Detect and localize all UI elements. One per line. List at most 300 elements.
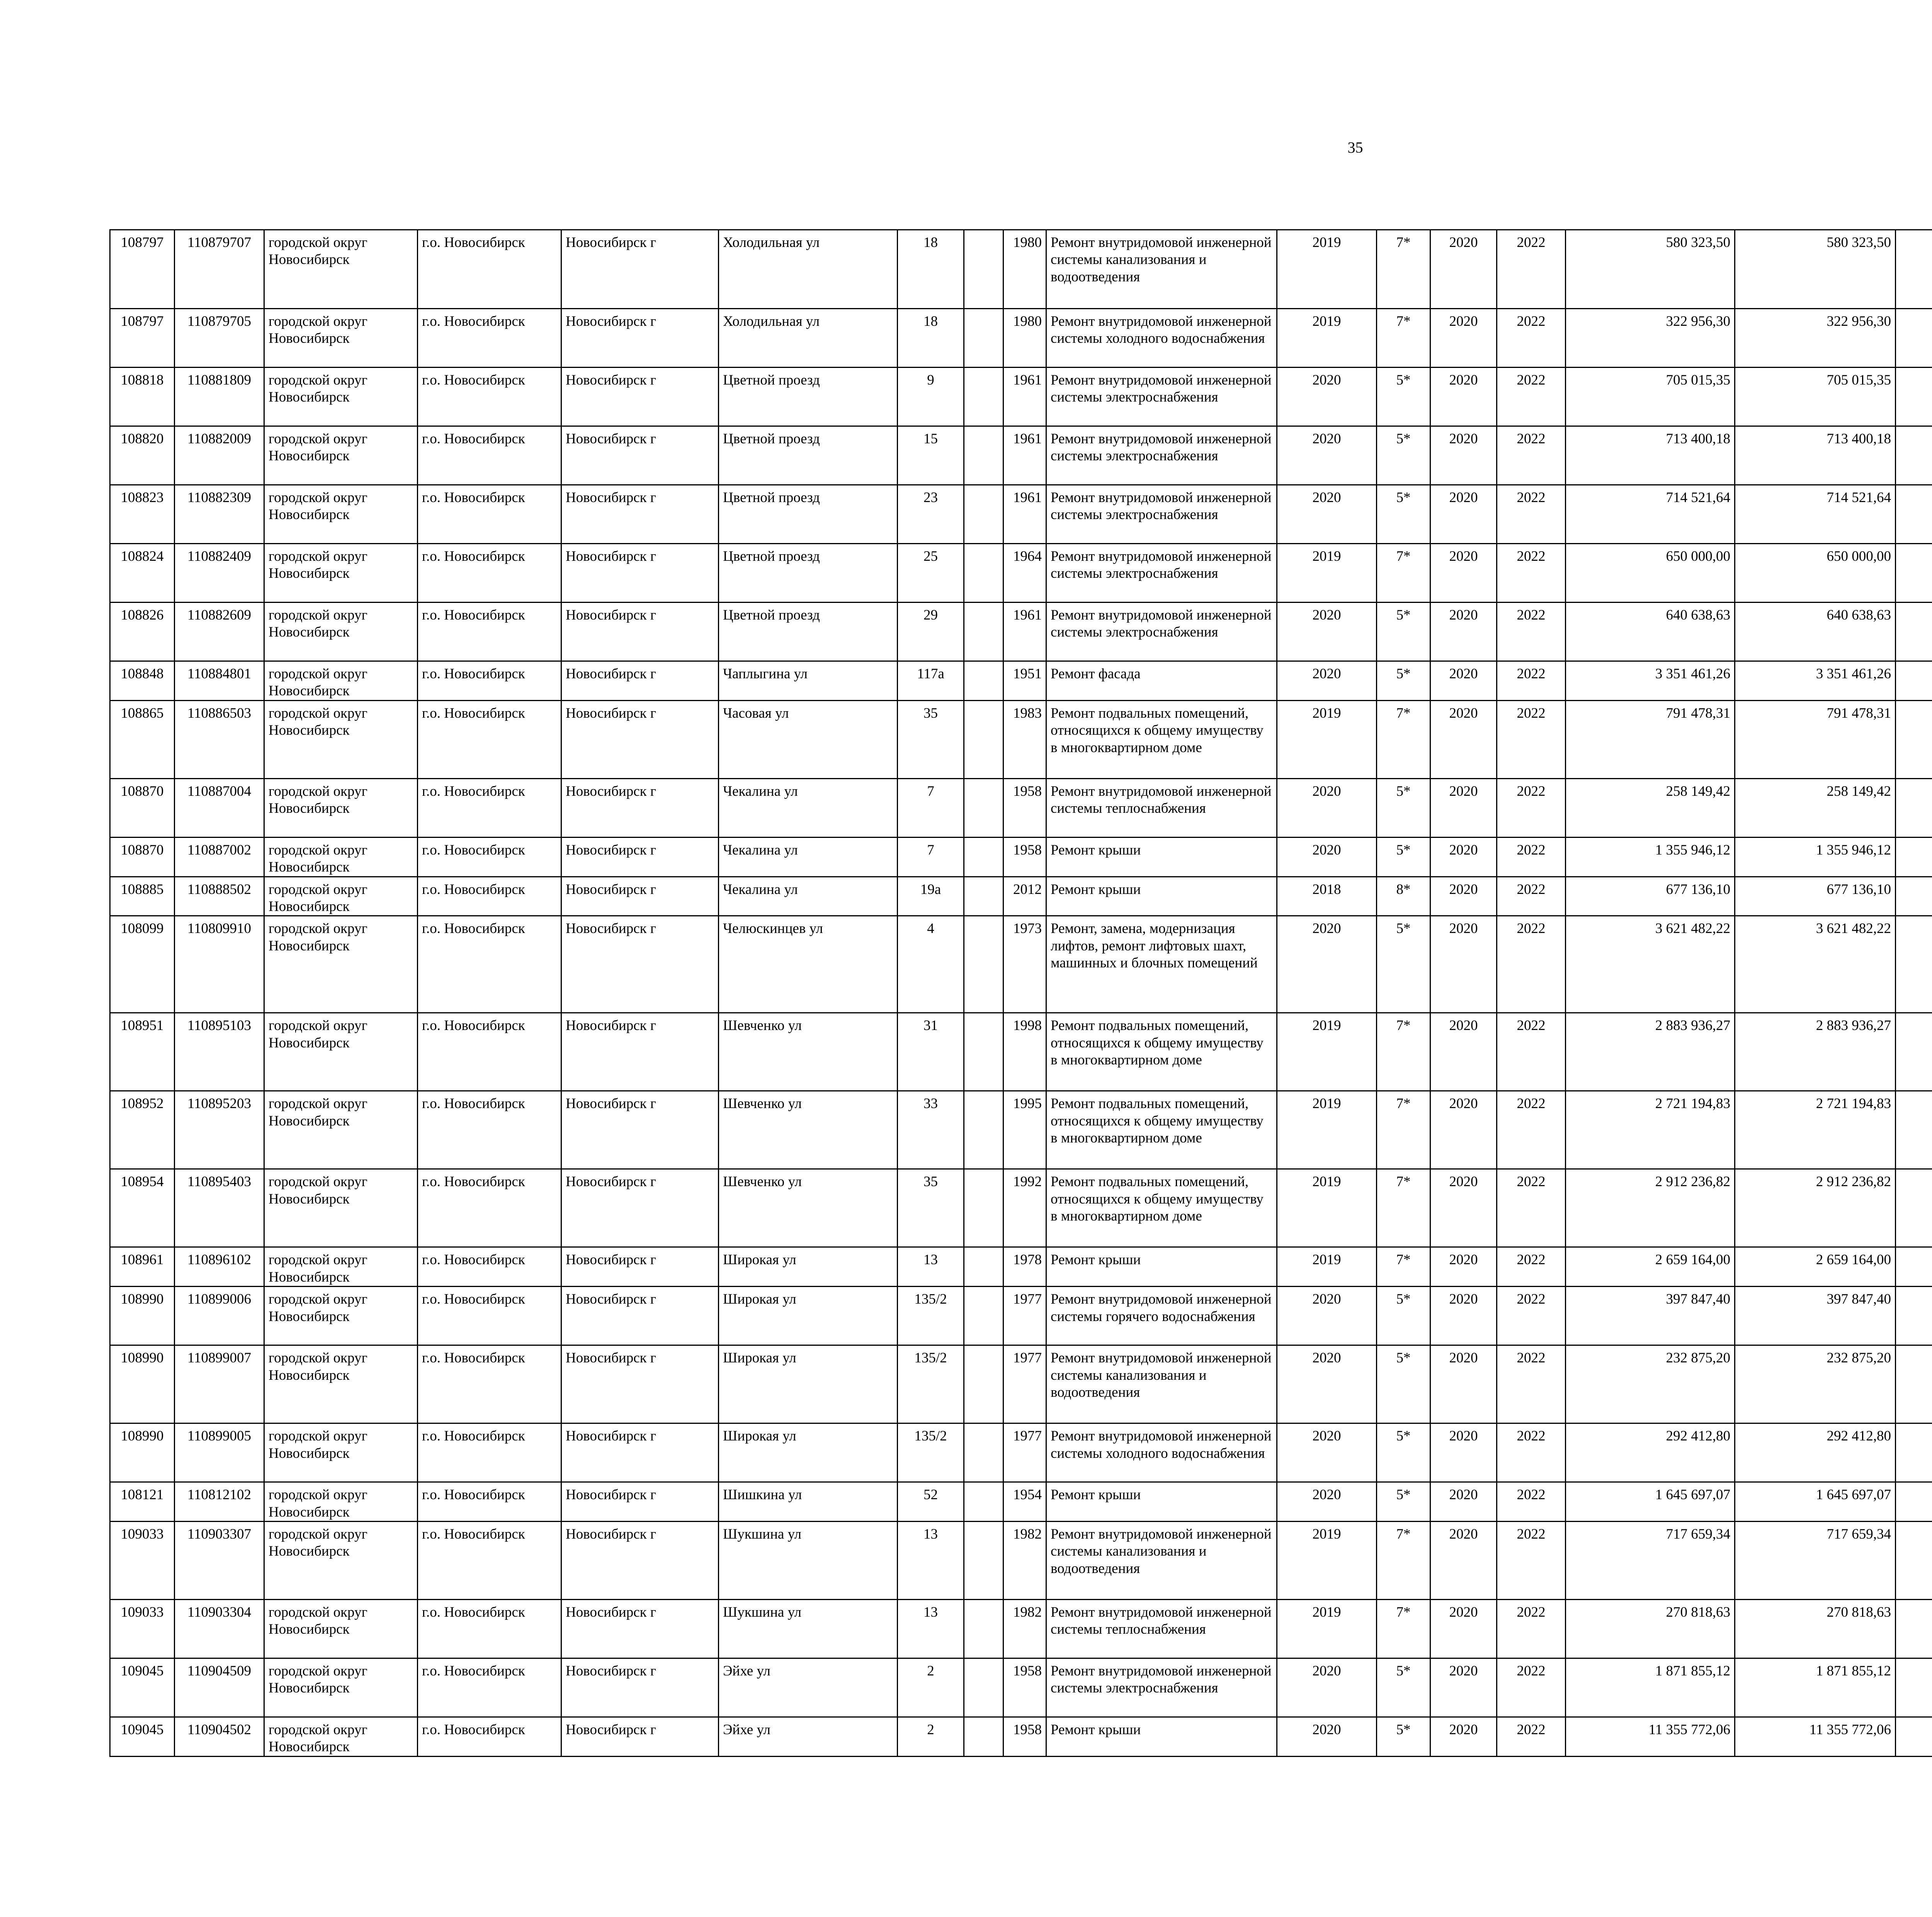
cell-note-code: 5* xyxy=(1377,837,1430,877)
cell-federal-cost xyxy=(1896,544,1932,603)
cell-fund-cost: 2 883 936,27 xyxy=(1735,1013,1896,1091)
cell-build-year: 1961 xyxy=(1003,426,1046,485)
cell-note-code: 7* xyxy=(1377,230,1430,309)
cell-work-code: 110879707 xyxy=(175,230,264,309)
cell-work-type: Ремонт крыши xyxy=(1046,1717,1277,1756)
cell-fund-cost: 713 400,18 xyxy=(1735,426,1896,485)
cell-district: г.о. Новосибирск xyxy=(418,1599,561,1658)
cell-note-code: 5* xyxy=(1377,916,1430,1013)
cell-work-code: 110884801 xyxy=(175,661,264,701)
cell-work-code: 110899006 xyxy=(175,1287,264,1345)
cell-fund-cost: 11 355 772,06 xyxy=(1735,1717,1896,1756)
cell-end-year: 2022 xyxy=(1497,877,1566,916)
cell-note-code: 7* xyxy=(1377,1599,1430,1658)
cell-federal-cost xyxy=(1896,1658,1932,1717)
cell-plan-year: 2019 xyxy=(1277,1599,1377,1658)
cell-note-code: 5* xyxy=(1377,1287,1430,1345)
cell-work-type: Ремонт подвальных помещений, относящихся к общему имуществу в многоквартирном доме xyxy=(1046,1013,1277,1091)
cell-work-code: 110903307 xyxy=(175,1521,264,1599)
cell-district: г.о. Новосибирск xyxy=(418,1717,561,1756)
table-row xyxy=(110,1521,1932,1599)
cell-region-code: 108990 xyxy=(110,1345,175,1423)
cell-federal-cost xyxy=(1896,1423,1932,1482)
cell-region-code: 108823 xyxy=(110,485,175,544)
table-row xyxy=(110,661,1932,701)
cell-locality: Новосибирск г xyxy=(561,1345,719,1423)
cell-municipality: городской округ Новосибирск xyxy=(264,1013,418,1091)
cell-house: 135/2 xyxy=(898,1287,964,1345)
cell-district: г.о. Новосибирск xyxy=(418,1247,561,1287)
cell-street: Холодильная ул xyxy=(719,230,898,309)
cell-region-code: 108990 xyxy=(110,1423,175,1482)
cell-house: 2 xyxy=(898,1717,964,1756)
cell-plan-year: 2020 xyxy=(1277,1287,1377,1345)
cell-house: 18 xyxy=(898,230,964,309)
cell-start-year: 2020 xyxy=(1430,661,1497,701)
cell-start-year: 2020 xyxy=(1430,1247,1497,1287)
cell-locality: Новосибирск г xyxy=(561,837,719,877)
cell-locality: Новосибирск г xyxy=(561,778,719,837)
cell-start-year: 2020 xyxy=(1430,877,1497,916)
cell-building xyxy=(964,877,1003,916)
cell-total-cost: 1 871 855,12 xyxy=(1566,1658,1735,1717)
cell-end-year: 2022 xyxy=(1497,1717,1566,1756)
cell-fund-cost: 397 847,40 xyxy=(1735,1287,1896,1345)
cell-district: г.о. Новосибирск xyxy=(418,485,561,544)
table-row xyxy=(110,778,1932,837)
cell-building xyxy=(964,426,1003,485)
cell-end-year: 2022 xyxy=(1497,1287,1566,1345)
cell-federal-cost xyxy=(1896,1013,1932,1091)
cell-work-type: Ремонт внутридомовой инженерной системы электроснабжения xyxy=(1046,544,1277,603)
cell-start-year: 2020 xyxy=(1430,1521,1497,1599)
cell-start-year: 2020 xyxy=(1430,309,1497,368)
table-body xyxy=(110,230,1932,1757)
cell-total-cost: 791 478,31 xyxy=(1566,700,1735,778)
cell-locality: Новосибирск г xyxy=(561,426,719,485)
cell-municipality: городской округ Новосибирск xyxy=(264,1423,418,1482)
cell-total-cost: 714 521,64 xyxy=(1566,485,1735,544)
cell-building xyxy=(964,309,1003,368)
cell-work-code: 110887002 xyxy=(175,837,264,877)
cell-municipality: городской округ Новосибирск xyxy=(264,700,418,778)
cell-build-year: 1958 xyxy=(1003,1717,1046,1756)
table-row xyxy=(110,877,1932,916)
cell-house: 23 xyxy=(898,485,964,544)
cell-build-year: 1995 xyxy=(1003,1091,1046,1169)
cell-build-year: 1961 xyxy=(1003,485,1046,544)
cell-plan-year: 2019 xyxy=(1277,1013,1377,1091)
table-row xyxy=(110,1287,1932,1345)
cell-total-cost: 3 621 482,22 xyxy=(1566,916,1735,1013)
cell-house: 135/2 xyxy=(898,1423,964,1482)
cell-fund-cost: 705 015,35 xyxy=(1735,368,1896,426)
cell-federal-cost xyxy=(1896,661,1932,701)
cell-start-year: 2020 xyxy=(1430,700,1497,778)
cell-federal-cost xyxy=(1896,485,1932,544)
cell-total-cost: 322 956,30 xyxy=(1566,309,1735,368)
cell-work-type: Ремонт подвальных помещений, относящихся к общему имуществу в многоквартирном доме xyxy=(1046,1091,1277,1169)
cell-street: Цветной проезд xyxy=(719,485,898,544)
cell-end-year: 2022 xyxy=(1497,1482,1566,1522)
cell-work-type: Ремонт внутридомовой инженерной системы горячего водоснабжения xyxy=(1046,1287,1277,1345)
cell-end-year: 2022 xyxy=(1497,1521,1566,1599)
cell-note-code: 7* xyxy=(1377,1091,1430,1169)
cell-start-year: 2020 xyxy=(1430,1482,1497,1522)
cell-work-code: 110888502 xyxy=(175,877,264,916)
cell-municipality: городской округ Новосибирск xyxy=(264,485,418,544)
cell-locality: Новосибирск г xyxy=(561,1658,719,1717)
cell-building xyxy=(964,837,1003,877)
cell-start-year: 2020 xyxy=(1430,916,1497,1013)
cell-end-year: 2022 xyxy=(1497,485,1566,544)
cell-locality: Новосибирск г xyxy=(561,230,719,309)
cell-work-type: Ремонт подвальных помещений, относящихся к общему имуществу в многоквартирном доме xyxy=(1046,1169,1277,1247)
cell-municipality: городской округ Новосибирск xyxy=(264,778,418,837)
cell-build-year: 1982 xyxy=(1003,1521,1046,1599)
cell-start-year: 2020 xyxy=(1430,1169,1497,1247)
cell-end-year: 2022 xyxy=(1497,426,1566,485)
cell-plan-year: 2020 xyxy=(1277,837,1377,877)
cell-federal-cost xyxy=(1896,230,1932,309)
cell-street: Шукшина ул xyxy=(719,1521,898,1599)
cell-building xyxy=(964,1169,1003,1247)
cell-plan-year: 2020 xyxy=(1277,368,1377,426)
cell-street: Чекалина ул xyxy=(719,778,898,837)
cell-total-cost: 640 638,63 xyxy=(1566,603,1735,661)
cell-building xyxy=(964,1482,1003,1522)
cell-municipality: городской округ Новосибирск xyxy=(264,1287,418,1345)
cell-build-year: 1980 xyxy=(1003,230,1046,309)
cell-district: г.о. Новосибирск xyxy=(418,230,561,309)
cell-municipality: городской округ Новосибирск xyxy=(264,1717,418,1756)
cell-street: Шевченко ул xyxy=(719,1091,898,1169)
cell-work-type: Ремонт крыши xyxy=(1046,837,1277,877)
cell-build-year: 1961 xyxy=(1003,603,1046,661)
cell-district: г.о. Новосибирск xyxy=(418,1521,561,1599)
cell-build-year: 1982 xyxy=(1003,1599,1046,1658)
cell-federal-cost xyxy=(1896,837,1932,877)
cell-fund-cost: 322 956,30 xyxy=(1735,309,1896,368)
cell-municipality: городской округ Новосибирск xyxy=(264,1169,418,1247)
cell-region-code: 108951 xyxy=(110,1013,175,1091)
cell-work-code: 110895203 xyxy=(175,1091,264,1169)
cell-locality: Новосибирск г xyxy=(561,1482,719,1522)
cell-district: г.о. Новосибирск xyxy=(418,700,561,778)
cell-end-year: 2022 xyxy=(1497,1423,1566,1482)
cell-house: 135/2 xyxy=(898,1345,964,1423)
cell-district: г.о. Новосибирск xyxy=(418,1423,561,1482)
cell-start-year: 2020 xyxy=(1430,368,1497,426)
cell-house: 7 xyxy=(898,778,964,837)
cell-total-cost: 2 721 194,83 xyxy=(1566,1091,1735,1169)
cell-start-year: 2020 xyxy=(1430,1345,1497,1423)
cell-work-type: Ремонт внутридомовой инженерной системы электроснабжения xyxy=(1046,603,1277,661)
cell-building xyxy=(964,1658,1003,1717)
cell-house: 13 xyxy=(898,1247,964,1287)
cell-total-cost: 3 351 461,26 xyxy=(1566,661,1735,701)
table-row xyxy=(110,230,1932,309)
cell-district: г.о. Новосибирск xyxy=(418,309,561,368)
cell-start-year: 2020 xyxy=(1430,1013,1497,1091)
cell-building xyxy=(964,1091,1003,1169)
table-row xyxy=(110,426,1932,485)
cell-start-year: 2020 xyxy=(1430,544,1497,603)
cell-region-code: 108870 xyxy=(110,837,175,877)
cell-note-code: 5* xyxy=(1377,1423,1430,1482)
cell-note-code: 5* xyxy=(1377,1658,1430,1717)
cell-plan-year: 2020 xyxy=(1277,1482,1377,1522)
cell-build-year: 1983 xyxy=(1003,700,1046,778)
cell-district: г.о. Новосибирск xyxy=(418,1482,561,1522)
cell-note-code: 5* xyxy=(1377,1482,1430,1522)
cell-locality: Новосибирск г xyxy=(561,1013,719,1091)
cell-plan-year: 2019 xyxy=(1277,1247,1377,1287)
cell-district: г.о. Новосибирск xyxy=(418,603,561,661)
cell-build-year: 1958 xyxy=(1003,778,1046,837)
cell-street: Холодильная ул xyxy=(719,309,898,368)
cell-house: 19а xyxy=(898,877,964,916)
cell-build-year: 1951 xyxy=(1003,661,1046,701)
cell-work-code: 110899007 xyxy=(175,1345,264,1423)
cell-fund-cost: 1 871 855,12 xyxy=(1735,1658,1896,1717)
cell-house: 29 xyxy=(898,603,964,661)
cell-start-year: 2020 xyxy=(1430,1658,1497,1717)
cell-region-code: 108121 xyxy=(110,1482,175,1522)
cell-district: г.о. Новосибирск xyxy=(418,1345,561,1423)
table-row xyxy=(110,837,1932,877)
cell-street: Шишкина ул xyxy=(719,1482,898,1522)
cell-work-code: 110812102 xyxy=(175,1482,264,1522)
cell-build-year: 1980 xyxy=(1003,309,1046,368)
cell-end-year: 2022 xyxy=(1497,700,1566,778)
cell-street: Часовая ул xyxy=(719,700,898,778)
cell-fund-cost: 650 000,00 xyxy=(1735,544,1896,603)
cell-end-year: 2022 xyxy=(1497,309,1566,368)
cell-build-year: 1973 xyxy=(1003,916,1046,1013)
cell-plan-year: 2018 xyxy=(1277,877,1377,916)
cell-district: г.о. Новосибирск xyxy=(418,1013,561,1091)
cell-building xyxy=(964,661,1003,701)
cell-work-type: Ремонт внутридомовой инженерной системы холодного водоснабжения xyxy=(1046,1423,1277,1482)
cell-municipality: городской округ Новосибирск xyxy=(264,1091,418,1169)
cell-fund-cost: 717 659,34 xyxy=(1735,1521,1896,1599)
cell-note-code: 5* xyxy=(1377,778,1430,837)
cell-work-code: 110879705 xyxy=(175,309,264,368)
cell-build-year: 1964 xyxy=(1003,544,1046,603)
cell-federal-cost xyxy=(1896,368,1932,426)
cell-region-code: 108818 xyxy=(110,368,175,426)
cell-work-type: Ремонт фасада xyxy=(1046,661,1277,701)
cell-locality: Новосибирск г xyxy=(561,1521,719,1599)
table-row xyxy=(110,916,1932,1013)
cell-municipality: городской округ Новосибирск xyxy=(264,1658,418,1717)
cell-locality: Новосибирск г xyxy=(561,309,719,368)
table-row xyxy=(110,1658,1932,1717)
cell-building xyxy=(964,778,1003,837)
cell-street: Челюскинцев ул xyxy=(719,916,898,1013)
cell-plan-year: 2019 xyxy=(1277,1091,1377,1169)
table-row xyxy=(110,603,1932,661)
cell-work-type: Ремонт внутридомовой инженерной системы электроснабжения xyxy=(1046,368,1277,426)
cell-end-year: 2022 xyxy=(1497,1658,1566,1717)
cell-total-cost: 1 355 946,12 xyxy=(1566,837,1735,877)
cell-start-year: 2020 xyxy=(1430,426,1497,485)
cell-plan-year: 2019 xyxy=(1277,700,1377,778)
cell-note-code: 7* xyxy=(1377,1521,1430,1599)
cell-work-code: 110899005 xyxy=(175,1423,264,1482)
cell-house: 52 xyxy=(898,1482,964,1522)
cell-street: Шукшина ул xyxy=(719,1599,898,1658)
cell-work-type: Ремонт внутридомовой инженерной системы холодного водоснабжения xyxy=(1046,309,1277,368)
cell-work-code: 110882009 xyxy=(175,426,264,485)
cell-end-year: 2022 xyxy=(1497,1247,1566,1287)
cell-fund-cost: 791 478,31 xyxy=(1735,700,1896,778)
cell-federal-cost xyxy=(1896,426,1932,485)
cell-total-cost: 2 659 164,00 xyxy=(1566,1247,1735,1287)
cell-district: г.о. Новосибирск xyxy=(418,837,561,877)
cell-region-code: 109033 xyxy=(110,1521,175,1599)
cell-fund-cost: 580 323,50 xyxy=(1735,230,1896,309)
cell-work-type: Ремонт внутридомовой инженерной системы канализования и водоотведения xyxy=(1046,1521,1277,1599)
cell-house: 35 xyxy=(898,700,964,778)
cell-note-code: 5* xyxy=(1377,485,1430,544)
cell-street: Чекалина ул xyxy=(719,837,898,877)
cell-district: г.о. Новосибирск xyxy=(418,1169,561,1247)
table-row xyxy=(110,1247,1932,1287)
cell-municipality: городской округ Новосибирск xyxy=(264,603,418,661)
cell-work-type: Ремонт внутридомовой инженерной системы канализования и водоотведения xyxy=(1046,230,1277,309)
cell-federal-cost xyxy=(1896,309,1932,368)
cell-locality: Новосибирск г xyxy=(561,1599,719,1658)
cell-federal-cost xyxy=(1896,700,1932,778)
cell-fund-cost: 2 912 236,82 xyxy=(1735,1169,1896,1247)
cell-work-type: Ремонт крыши xyxy=(1046,1482,1277,1522)
cell-building xyxy=(964,1599,1003,1658)
cell-municipality: городской округ Новосибирск xyxy=(264,1345,418,1423)
cell-house: 4 xyxy=(898,916,964,1013)
cell-work-code: 110882309 xyxy=(175,485,264,544)
table-row xyxy=(110,1717,1932,1756)
cell-total-cost: 677 136,10 xyxy=(1566,877,1735,916)
cell-region-code: 108797 xyxy=(110,230,175,309)
cell-total-cost: 713 400,18 xyxy=(1566,426,1735,485)
table-row xyxy=(110,1091,1932,1169)
cell-region-code: 108885 xyxy=(110,877,175,916)
cell-street: Широкая ул xyxy=(719,1247,898,1287)
cell-district: г.о. Новосибирск xyxy=(418,426,561,485)
cell-work-code: 110904509 xyxy=(175,1658,264,1717)
cell-fund-cost: 292 412,80 xyxy=(1735,1423,1896,1482)
cell-total-cost: 1 645 697,07 xyxy=(1566,1482,1735,1522)
cell-note-code: 7* xyxy=(1377,1247,1430,1287)
cell-work-type: Ремонт внутридомовой инженерной системы канализования и водоотведения xyxy=(1046,1345,1277,1423)
cell-district: г.о. Новосибирск xyxy=(418,1091,561,1169)
cell-work-code: 110882609 xyxy=(175,603,264,661)
cell-build-year: 1978 xyxy=(1003,1247,1046,1287)
cell-work-code: 110903304 xyxy=(175,1599,264,1658)
cell-work-type: Ремонт внутридомовой инженерной системы электроснабжения xyxy=(1046,1658,1277,1717)
cell-work-code: 110895403 xyxy=(175,1169,264,1247)
cell-note-code: 5* xyxy=(1377,603,1430,661)
cell-region-code: 109033 xyxy=(110,1599,175,1658)
cell-build-year: 1958 xyxy=(1003,1658,1046,1717)
cell-plan-year: 2020 xyxy=(1277,1423,1377,1482)
cell-fund-cost: 677 136,10 xyxy=(1735,877,1896,916)
repair-program-table xyxy=(109,229,1932,1757)
cell-locality: Новосибирск г xyxy=(561,877,719,916)
cell-total-cost: 270 818,63 xyxy=(1566,1599,1735,1658)
cell-house: 13 xyxy=(898,1599,964,1658)
cell-street: Цветной проезд xyxy=(719,368,898,426)
cell-federal-cost xyxy=(1896,778,1932,837)
cell-federal-cost xyxy=(1896,1247,1932,1287)
cell-municipality: городской округ Новосибирск xyxy=(264,230,418,309)
cell-start-year: 2020 xyxy=(1430,1423,1497,1482)
cell-region-code: 108824 xyxy=(110,544,175,603)
cell-work-type: Ремонт крыши xyxy=(1046,877,1277,916)
cell-fund-cost: 258 149,42 xyxy=(1735,778,1896,837)
cell-building xyxy=(964,485,1003,544)
cell-region-code: 109045 xyxy=(110,1717,175,1756)
cell-building xyxy=(964,230,1003,309)
cell-plan-year: 2020 xyxy=(1277,916,1377,1013)
cell-house: 2 xyxy=(898,1658,964,1717)
cell-plan-year: 2019 xyxy=(1277,1169,1377,1247)
table-row xyxy=(110,544,1932,603)
cell-district: г.о. Новосибирск xyxy=(418,368,561,426)
cell-federal-cost xyxy=(1896,1091,1932,1169)
cell-end-year: 2022 xyxy=(1497,837,1566,877)
cell-fund-cost: 3 621 482,22 xyxy=(1735,916,1896,1013)
cell-district: г.о. Новосибирск xyxy=(418,1287,561,1345)
cell-build-year: 2012 xyxy=(1003,877,1046,916)
cell-district: г.о. Новосибирск xyxy=(418,661,561,701)
cell-locality: Новосибирск г xyxy=(561,1169,719,1247)
cell-plan-year: 2020 xyxy=(1277,1658,1377,1717)
cell-locality: Новосибирск г xyxy=(561,1091,719,1169)
cell-end-year: 2022 xyxy=(1497,230,1566,309)
cell-region-code: 108990 xyxy=(110,1287,175,1345)
cell-street: Широкая ул xyxy=(719,1423,898,1482)
cell-locality: Новосибирск г xyxy=(561,485,719,544)
cell-locality: Новосибирск г xyxy=(561,916,719,1013)
cell-street: Цветной проезд xyxy=(719,544,898,603)
cell-work-type: Ремонт подвальных помещений, относящихся к общему имуществу в многоквартирном доме xyxy=(1046,700,1277,778)
cell-district: г.о. Новосибирск xyxy=(418,778,561,837)
cell-note-code: 7* xyxy=(1377,1013,1430,1091)
cell-house: 7 xyxy=(898,837,964,877)
cell-note-code: 8* xyxy=(1377,877,1430,916)
cell-note-code: 7* xyxy=(1377,309,1430,368)
cell-start-year: 2020 xyxy=(1430,778,1497,837)
cell-work-code: 110809910 xyxy=(175,916,264,1013)
cell-building xyxy=(964,1287,1003,1345)
cell-region-code: 108797 xyxy=(110,309,175,368)
cell-locality: Новосибирск г xyxy=(561,661,719,701)
table-row xyxy=(110,1599,1932,1658)
cell-start-year: 2020 xyxy=(1430,603,1497,661)
cell-municipality: городской округ Новосибирск xyxy=(264,1482,418,1522)
cell-building xyxy=(964,1013,1003,1091)
cell-work-type: Ремонт внутридомовой инженерной системы теплоснабжения xyxy=(1046,1599,1277,1658)
cell-fund-cost: 2 659 164,00 xyxy=(1735,1247,1896,1287)
cell-street: Цветной проезд xyxy=(719,426,898,485)
cell-plan-year: 2020 xyxy=(1277,661,1377,701)
cell-note-code: 5* xyxy=(1377,368,1430,426)
cell-total-cost: 650 000,00 xyxy=(1566,544,1735,603)
table-row xyxy=(110,1169,1932,1247)
